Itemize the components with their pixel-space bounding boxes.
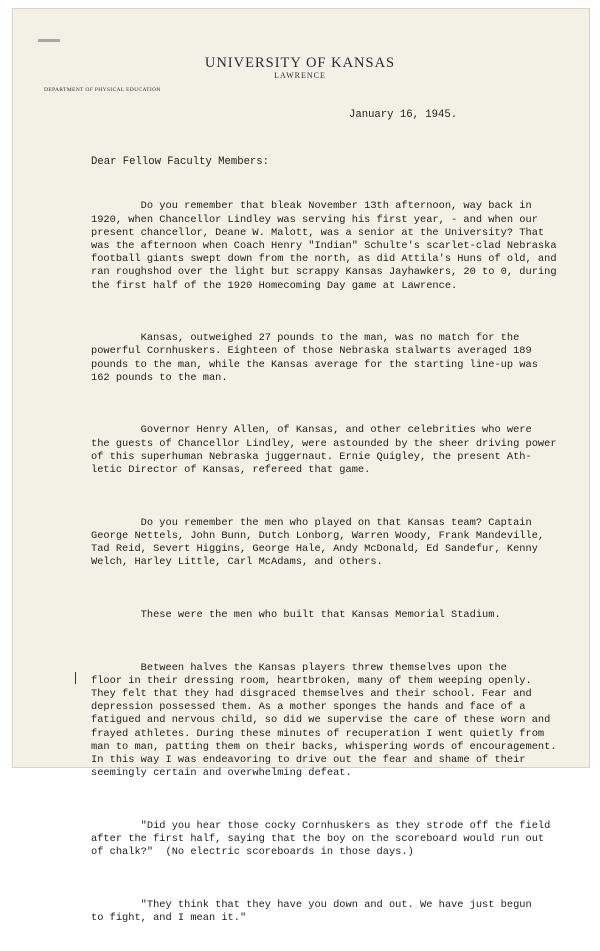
paragraph: Do you remember the men who played on that Kansas team? Captain George Nettels, John Bunn, Dutch Lonborg, Warren Woody, Frank Mandeville, Tad Reid, Severt Higgins, George Hale, Andy McDonald, Ed Sandefur, Welch, Harley Little, Carl McAdams, and others. — [91, 516, 545, 569]
department-name: DEPARTMENT OF PHYSICAL EDUCATION — [44, 87, 161, 93]
scan-mark — [38, 39, 60, 42]
paragraph: Between halves the Kansas players threw themselves upon the floor in their dressing room, heartbroken, many of them weeping openly. They felt that they had disgraced themselves and their school. Fear depression possessed them. As a mother sponges the hands and face of fatigued and nervous child, so did we supervise the care of these worn frayed athletes. During these minutes of recuperation I went quietly man to man, patting them on their backs, whispering words of encouragement. In this way I was endeavoring to drive out the fear and shame of their seemingly certain and overwhelming defeat. — [91, 661, 557, 780]
paragraph: Kansas, outweighed 27 pounds to the man, was no match for the powerful Cornhuskers. Eighteen of those Nebraska stalwarts averaged pounds to the man, while the Kansas average for the starting line-up 162 pounds to the man. — [91, 332, 520, 384]
university-city: LAWRENCE — [274, 71, 326, 80]
letter-date: January 16, 1945. — [349, 109, 458, 121]
margin-mark — [75, 672, 76, 684]
paragraph: Do you remember that bleak November 13th afternoon, way back 1920, when Chancellor Lindley was serving his first year, - and when present chancellor, Deane W. Malott, was a senior at the University? was the afternoon when Coach Henry "Indian" Schulte's scarlet-clad football giants swept down from the north, as did Attila's Huns of old, ran roughshod over the light but scrappy Kansas Jayhawkers, 20 to 0, the first half of the 1920 Homecoming Day game at Lawrence. — [91, 200, 532, 292]
paragraph: "They think that they have you down and out. We have just begun to fight, and I mean it." — [91, 898, 532, 924]
salutation: Dear Fellow Faculty Members: — [91, 156, 270, 168]
letter-body — [91, 174, 557, 951]
university-name: UNIVERSITY OF KANSAS — [204, 55, 396, 71]
paragraph: "Did you hear those cocky Cornhuskers as they strode off the field after the first half, saying that the boy on the scoreboard would run out of chalk?" (No electric scoreboards in those days.) — [91, 819, 551, 859]
paragraph: Governor Henry Allen, of Kansas, and other celebrities who were the guests of Chancellor Lindley, were astounded by the sheer driving of this superhuman Nebraska juggernaut. Ernie Quigley, the present Ath- letic Director of Kansas, refereed that game. — [91, 424, 532, 477]
paragraph: These were the men who built that Kansas Memorial Stadium. — [91, 608, 501, 621]
